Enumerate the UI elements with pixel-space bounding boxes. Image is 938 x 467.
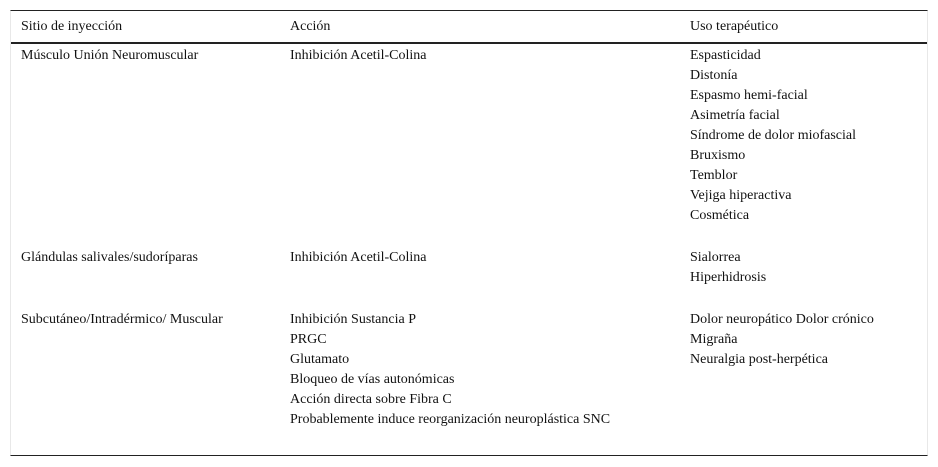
- use-text: Asimetría facial: [690, 108, 780, 123]
- row-site: [21, 46, 198, 66]
- use-text: Espasticidad: [690, 48, 761, 63]
- use-text: Neuralgia post-herpética: [690, 352, 828, 367]
- action-text: Inhibición Sustancia P: [290, 312, 416, 327]
- row-actions: [290, 248, 426, 268]
- row-site: [21, 248, 198, 268]
- header-therapeutic-use: Uso terapéutico: [690, 19, 779, 34]
- action-text: Glutamato: [290, 352, 350, 367]
- header-injection-site: Sitio de inyección: [21, 19, 123, 34]
- use-text: Hiperhidrosis: [690, 270, 767, 285]
- use-text: Vejiga hiperactiva: [690, 188, 792, 203]
- use-text: Temblor: [690, 168, 738, 183]
- row-uses: [690, 248, 766, 288]
- row-actions: [290, 46, 426, 66]
- action-text: PRGC: [290, 332, 327, 347]
- action-text: Inhibición Acetil-Colina: [290, 48, 427, 63]
- header-action: Acción: [290, 19, 331, 34]
- action-text: Inhibición Acetil-Colina: [290, 250, 427, 265]
- site-text: Subcutáneo/Intradérmico/ Muscular: [21, 312, 223, 327]
- use-text: Migraña: [690, 332, 738, 347]
- use-text: Sialorrea: [690, 250, 741, 265]
- site-text: Glándulas salivales/sudoríparas: [21, 250, 198, 265]
- action-text: Bloqueo de vías autonómicas: [290, 372, 455, 387]
- site-text: Músculo Unión Neuromuscular: [21, 48, 199, 63]
- use-text: Dolor neuropático Dolor crónico: [690, 312, 874, 327]
- table-header: [11, 11, 927, 44]
- use-text: Distonía: [690, 68, 738, 83]
- use-text: Cosmética: [690, 208, 750, 223]
- use-text: Síndrome de dolor miofascial: [690, 128, 857, 143]
- action-text: Probablemente induce reorganización neuroplástica SNC: [290, 412, 611, 427]
- row-uses: [690, 46, 856, 226]
- row-actions: [290, 310, 610, 430]
- action-text: Acción directa sobre Fibra C: [290, 392, 452, 407]
- row-uses: [690, 310, 874, 370]
- use-text: Bruxismo: [690, 148, 746, 163]
- row-site: [21, 310, 223, 330]
- use-text: Espasmo hemi-facial: [690, 88, 808, 103]
- therapeutic-uses-table: [10, 10, 928, 456]
